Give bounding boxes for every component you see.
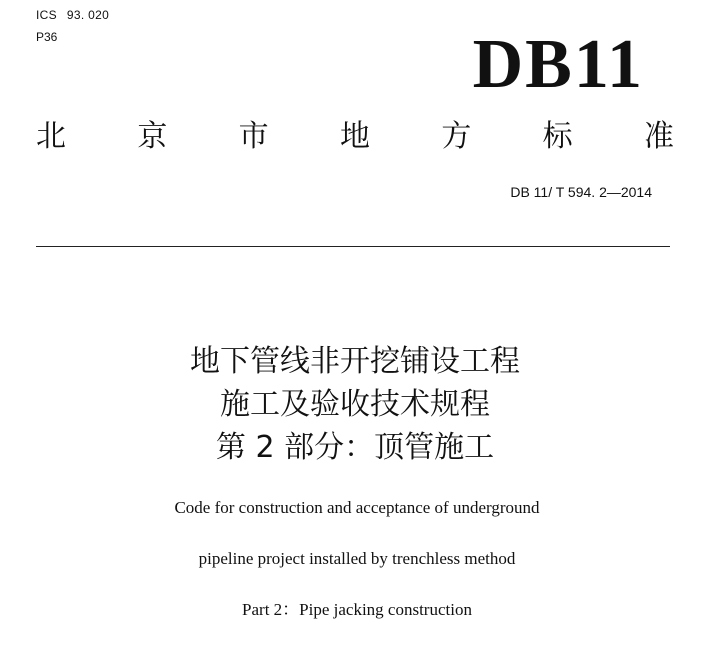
db-logo: DB11 — [472, 26, 644, 103]
standard-level-char: 标 — [542, 119, 573, 154]
classification-code: P36 — [36, 30, 58, 44]
standard-level-char: 市 — [238, 119, 269, 154]
english-title-line: pipeline project installed by trenchless method — [198, 549, 516, 568]
standard-number: DB 11/ T 594. 2—2014 — [510, 184, 652, 200]
title-line: 地下管线非开挖铺设工程 — [190, 344, 520, 379]
standard-level-char: 地 — [339, 119, 370, 154]
header-divider — [36, 246, 670, 247]
english-title-line: Part 2：Pipe jacking construction — [242, 600, 472, 619]
chinese-title — [0, 340, 710, 469]
standard-level-char: 准 — [643, 119, 674, 154]
ics-label: ICS — [36, 8, 57, 22]
standard-level-char: 京 — [137, 119, 168, 154]
ics-value: 93. 020 — [66, 8, 110, 22]
standard-level-char: 方 — [441, 119, 472, 154]
standard-level-char: 北 — [36, 119, 66, 154]
title-line: 第 2 部分：顶管施工 — [215, 430, 495, 465]
ics-code — [36, 8, 109, 22]
standard-level-heading — [36, 119, 674, 154]
english-title-line: Code for construction and acceptance of underground — [174, 498, 540, 517]
title-line: 施工及验收技术规程 — [220, 387, 490, 422]
